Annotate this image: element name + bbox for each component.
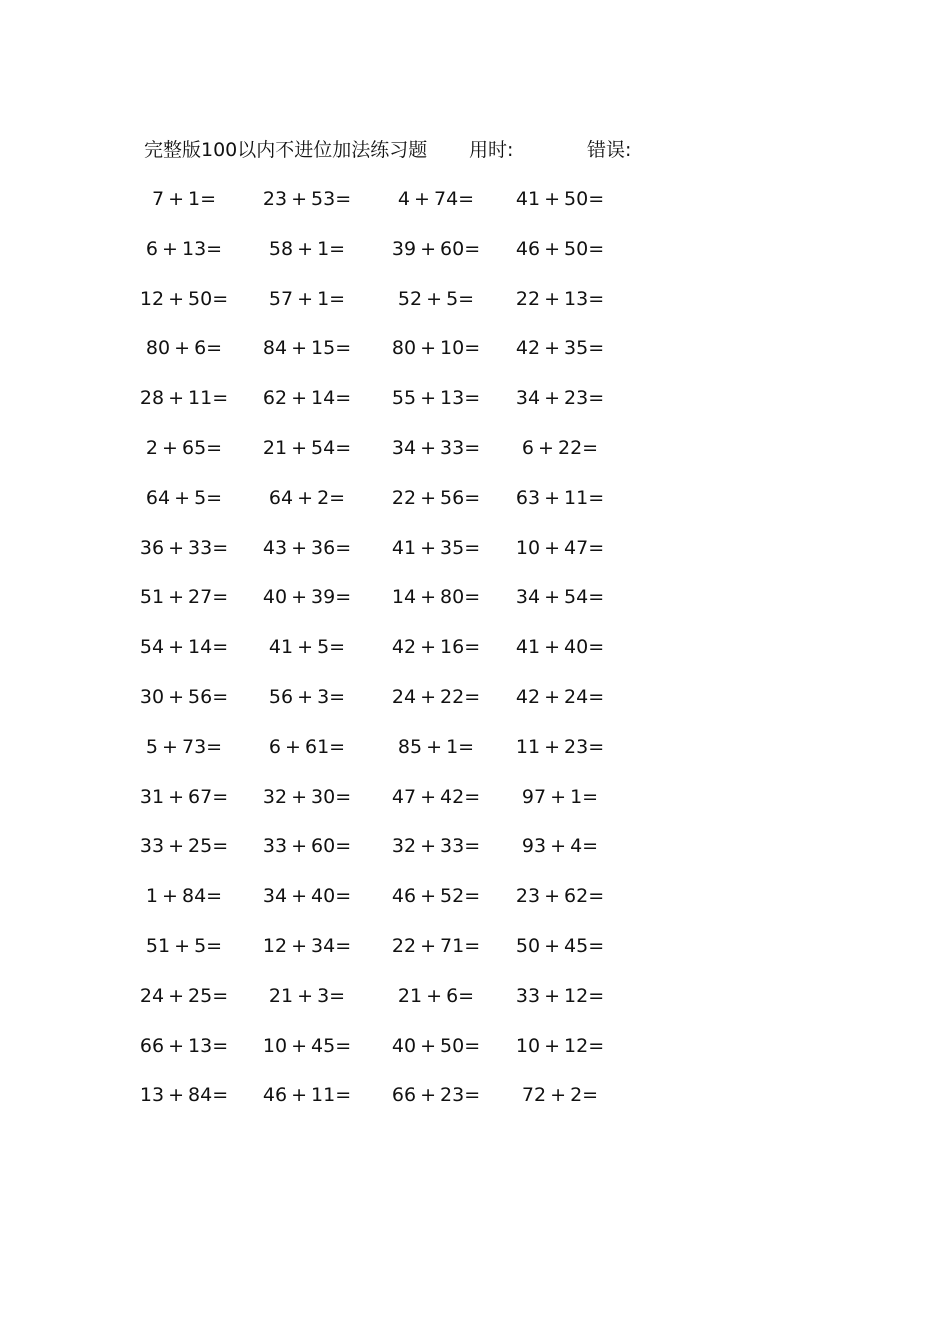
problem-item: 52 + 5= xyxy=(397,287,475,310)
problem-item: 62 + 14= xyxy=(262,387,352,410)
problem-item: 40 + 39= xyxy=(262,586,352,609)
problem-item: 51 + 5= xyxy=(145,935,223,957)
problem-item: 57 + 1= xyxy=(268,287,346,310)
problem-item: 80 + 10= xyxy=(391,337,481,360)
problem-item: 12 + 50= xyxy=(139,287,229,310)
problem-item: 85 + 1= xyxy=(397,735,475,758)
problem-item: 51 + 27= xyxy=(139,586,229,609)
problem-item: 32 + 30= xyxy=(262,785,352,808)
page-title: 完整版100以内不进位加法练习题 xyxy=(144,139,428,161)
problem-item: 2 + 65= xyxy=(145,437,223,459)
problem-item: 42 + 24= xyxy=(515,686,605,708)
problem-item: 80 + 6= xyxy=(145,337,223,360)
problem-item: 36 + 33= xyxy=(139,536,229,559)
problem-item: 41 + 40= xyxy=(515,636,605,659)
problem-item: 41 + 50= xyxy=(515,188,605,210)
worksheet-header xyxy=(144,136,631,164)
problem-item: 13 + 84= xyxy=(139,1084,229,1107)
problem-item: 33 + 12= xyxy=(515,984,605,1007)
problem-item: 40 + 50= xyxy=(391,1034,481,1057)
problem-item: 23 + 53= xyxy=(262,188,352,210)
problem-item: 33 + 25= xyxy=(139,835,229,858)
problem-item: 5 + 73= xyxy=(145,735,223,758)
problem-item: 56 + 3= xyxy=(268,686,346,708)
problem-item: 6 + 61= xyxy=(268,735,346,758)
problem-item: 55 + 13= xyxy=(391,387,481,410)
problem-item: 21 + 3= xyxy=(268,984,346,1007)
problem-item: 10 + 47= xyxy=(515,536,605,559)
problem-item: 41 + 35= xyxy=(391,536,481,559)
problem-item: 22 + 13= xyxy=(515,287,605,310)
time-label: 用时: xyxy=(469,139,514,161)
problem-item: 46 + 11= xyxy=(262,1084,352,1107)
problem-item: 32 + 33= xyxy=(391,835,481,858)
problem-item: 34 + 33= xyxy=(391,437,481,459)
problem-item: 14 + 80= xyxy=(391,586,481,609)
problem-item: 43 + 36= xyxy=(262,536,352,559)
problem-item: 47 + 42= xyxy=(391,785,481,808)
problem-item: 46 + 52= xyxy=(391,885,481,908)
problem-item: 50 + 45= xyxy=(515,935,605,957)
problem-item: 24 + 25= xyxy=(139,984,229,1007)
problem-item: 22 + 56= xyxy=(391,486,481,509)
problem-item: 24 + 22= xyxy=(391,686,481,708)
problem-item: 23 + 62= xyxy=(515,885,605,908)
problem-item: 1 + 84= xyxy=(145,885,223,908)
problem-item: 42 + 35= xyxy=(515,337,605,360)
problem-item: 10 + 45= xyxy=(262,1034,352,1057)
problem-item: 64 + 5= xyxy=(145,486,223,509)
problem-item: 21 + 6= xyxy=(397,984,475,1007)
problem-item: 42 + 16= xyxy=(391,636,481,659)
problem-item: 41 + 5= xyxy=(268,636,346,659)
problem-item: 7 + 1= xyxy=(151,188,217,210)
problem-item: 28 + 11= xyxy=(139,387,229,410)
problem-item: 46 + 50= xyxy=(515,237,605,260)
problem-item: 30 + 56= xyxy=(139,686,229,708)
problem-item: 66 + 13= xyxy=(139,1034,229,1057)
problem-item: 31 + 67= xyxy=(139,785,229,808)
problem-item: 39 + 60= xyxy=(391,237,481,260)
problem-item: 34 + 54= xyxy=(515,586,605,609)
problem-item: 12 + 34= xyxy=(262,935,352,957)
problem-item: 21 + 54= xyxy=(262,437,352,459)
problem-item: 6 + 22= xyxy=(521,437,599,459)
problem-item: 6 + 13= xyxy=(145,237,223,260)
problem-item: 84 + 15= xyxy=(262,337,352,360)
errors-label: 错误: xyxy=(587,139,632,161)
problem-item: 34 + 23= xyxy=(515,387,605,410)
problem-item: 97 + 1= xyxy=(521,785,599,808)
problem-item: 22 + 71= xyxy=(391,935,481,957)
problem-item: 72 + 2= xyxy=(521,1084,599,1107)
problem-item: 66 + 23= xyxy=(391,1084,481,1107)
problem-item: 64 + 2= xyxy=(268,486,346,509)
problem-item: 63 + 11= xyxy=(515,486,605,509)
problem-item: 34 + 40= xyxy=(262,885,352,908)
problem-item: 93 + 4= xyxy=(521,835,599,858)
problem-item: 4 + 74= xyxy=(397,188,475,210)
problem-item: 10 + 12= xyxy=(515,1034,605,1057)
problem-item: 58 + 1= xyxy=(268,237,346,260)
problem-item: 33 + 60= xyxy=(262,835,352,858)
problem-item: 11 + 23= xyxy=(515,735,605,758)
problem-item: 54 + 14= xyxy=(139,636,229,659)
